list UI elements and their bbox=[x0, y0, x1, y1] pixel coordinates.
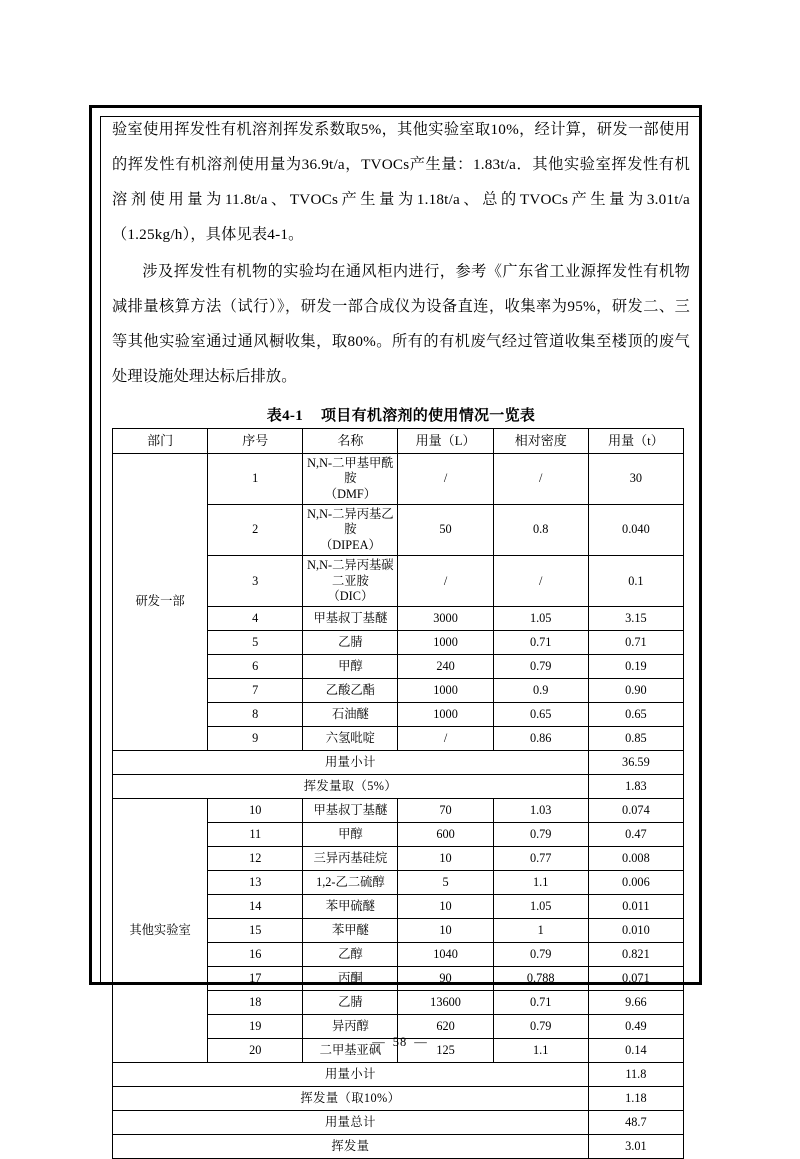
summary-row bbox=[113, 775, 684, 799]
density-cell: 0.79 bbox=[493, 943, 588, 967]
table-caption bbox=[112, 404, 690, 425]
name-cell: 乙腈 bbox=[303, 631, 398, 655]
tonnage-cell: 0.90 bbox=[588, 679, 683, 703]
name-cell: 苯甲醚 bbox=[303, 919, 398, 943]
volume-cell: 240 bbox=[398, 655, 493, 679]
index-cell: 10 bbox=[208, 799, 303, 823]
col-header-name: 名称 bbox=[303, 429, 398, 454]
table-header-row bbox=[113, 429, 684, 454]
density-cell: 1 bbox=[493, 919, 588, 943]
name-cell: 石油醚 bbox=[303, 703, 398, 727]
tonnage-cell: 0.85 bbox=[588, 727, 683, 751]
paragraph-2: 涉及挥发性有机物的实验均在通风柜内进行，参考《广东省工业源挥发性有机物减排量核算方法（试行）》，研发一部合成仪为设备直连，收集率为95%，研发二、三等其他实验室通过通风橱收集，取80%。所有的有机废气经过管道收集至楼顶的废气处理设施处理达标后排放。 bbox=[112, 263, 690, 385]
document-content bbox=[112, 112, 690, 1159]
col-header-density: 相对密度 bbox=[493, 429, 588, 454]
density-cell: 0.788 bbox=[493, 967, 588, 991]
tonnage-cell: 0.011 bbox=[588, 895, 683, 919]
volume-cell: 1000 bbox=[398, 703, 493, 727]
tonnage-cell: 0.821 bbox=[588, 943, 683, 967]
index-cell: 11 bbox=[208, 823, 303, 847]
col-header-department: 部门 bbox=[113, 429, 208, 454]
department-cell: 研发一部 bbox=[113, 454, 208, 751]
name-cell: 六氢吡啶 bbox=[303, 727, 398, 751]
name-cell: 乙酸乙酯 bbox=[303, 679, 398, 703]
volume-cell: 1000 bbox=[398, 679, 493, 703]
name-cell: 二甲基亚砜 bbox=[303, 1039, 398, 1063]
density-cell: 0.9 bbox=[493, 679, 588, 703]
table-row bbox=[113, 454, 684, 505]
index-cell: 13 bbox=[208, 871, 303, 895]
summary-row bbox=[113, 1135, 684, 1159]
name-cell: 乙醇 bbox=[303, 943, 398, 967]
paragraph-1: 验室使用挥发性有机溶剂挥发系数取5%，其他实验室取10%，经计算，研发一部使用的挥发性有机溶剂使用量为36.9t/a，TVOCs产生量：1.83t/a．其他实验室挥发性有机溶剂使用量为11.8t/a、TVOCs产生量为1.18t/a、总的TVOCs产生量为3.01t/a（1.25kg/h），具体见表4-1。 bbox=[112, 121, 690, 243]
tonnage-cell: 0.040 bbox=[588, 505, 683, 556]
tonnage-cell: 9.66 bbox=[588, 991, 683, 1015]
table-caption-title: 项目有机溶剂的使用情况一览表 bbox=[321, 408, 536, 424]
tonnage-cell: 0.14 bbox=[588, 1039, 683, 1063]
tonnage-cell: 0.65 bbox=[588, 703, 683, 727]
col-header-tonnage: 用量（t） bbox=[588, 429, 683, 454]
volume-cell: 1040 bbox=[398, 943, 493, 967]
volume-cell: / bbox=[398, 556, 493, 607]
col-header-volume: 用量（L） bbox=[398, 429, 493, 454]
summary-row bbox=[113, 1063, 684, 1087]
col-header-index: 序号 bbox=[208, 429, 303, 454]
density-cell: 1.1 bbox=[493, 871, 588, 895]
summary-row bbox=[113, 751, 684, 775]
tonnage-cell: 0.010 bbox=[588, 919, 683, 943]
index-cell: 8 bbox=[208, 703, 303, 727]
name-cell: 丙酮 bbox=[303, 967, 398, 991]
table-row bbox=[113, 799, 684, 823]
name-cell: N,N-二甲基甲酰胺 （DMF） bbox=[303, 454, 398, 505]
density-cell: 0.65 bbox=[493, 703, 588, 727]
tonnage-cell: 0.19 bbox=[588, 655, 683, 679]
volume-cell: / bbox=[398, 454, 493, 505]
name-cell: 乙腈 bbox=[303, 991, 398, 1015]
index-cell: 4 bbox=[208, 607, 303, 631]
tonnage-cell: 3.15 bbox=[588, 607, 683, 631]
table-caption-number: 表4-1 bbox=[266, 408, 303, 424]
volume-cell: 125 bbox=[398, 1039, 493, 1063]
name-cell: 甲基叔丁基醚 bbox=[303, 607, 398, 631]
summary-label: 挥发量 bbox=[113, 1135, 589, 1159]
index-cell: 17 bbox=[208, 967, 303, 991]
tonnage-cell: 0.071 bbox=[588, 967, 683, 991]
index-cell: 5 bbox=[208, 631, 303, 655]
summary-value: 36.59 bbox=[588, 751, 683, 775]
summary-value: 11.8 bbox=[588, 1063, 683, 1087]
volume-cell: 5 bbox=[398, 871, 493, 895]
tonnage-cell: 0.074 bbox=[588, 799, 683, 823]
summary-label: 用量小计 bbox=[113, 751, 589, 775]
index-cell: 9 bbox=[208, 727, 303, 751]
density-cell: 1.03 bbox=[493, 799, 588, 823]
summary-label: 挥发量（取10%） bbox=[113, 1087, 589, 1111]
name-cell: 甲醇 bbox=[303, 655, 398, 679]
name-cell: 甲基叔丁基醚 bbox=[303, 799, 398, 823]
volume-cell: 10 bbox=[398, 895, 493, 919]
summary-value: 1.83 bbox=[588, 775, 683, 799]
volume-cell: 50 bbox=[398, 505, 493, 556]
name-cell: 三异丙基硅烷 bbox=[303, 847, 398, 871]
summary-label: 挥发量取（5%） bbox=[113, 775, 589, 799]
volume-cell: 70 bbox=[398, 799, 493, 823]
index-cell: 12 bbox=[208, 847, 303, 871]
summary-row bbox=[113, 1087, 684, 1111]
summary-value: 48.7 bbox=[588, 1111, 683, 1135]
tonnage-cell: 0.47 bbox=[588, 823, 683, 847]
volume-cell: 620 bbox=[398, 1015, 493, 1039]
index-cell: 2 bbox=[208, 505, 303, 556]
volume-cell: 10 bbox=[398, 847, 493, 871]
index-cell: 18 bbox=[208, 991, 303, 1015]
footer-page-number: 58 bbox=[392, 1035, 408, 1049]
page-footer bbox=[0, 1035, 800, 1050]
summary-label: 用量小计 bbox=[113, 1063, 589, 1087]
tonnage-cell: 30 bbox=[588, 454, 683, 505]
department-cell: 其他实验室 bbox=[113, 799, 208, 1063]
index-cell: 16 bbox=[208, 943, 303, 967]
summary-value: 3.01 bbox=[588, 1135, 683, 1159]
footer-dash-right: — bbox=[414, 1035, 428, 1049]
name-cell: 苯甲硫醚 bbox=[303, 895, 398, 919]
index-cell: 15 bbox=[208, 919, 303, 943]
volume-cell: 1000 bbox=[398, 631, 493, 655]
volume-cell: 600 bbox=[398, 823, 493, 847]
tonnage-cell: 0.1 bbox=[588, 556, 683, 607]
summary-row bbox=[113, 1111, 684, 1135]
name-cell: N,N-二异丙基乙胺 （DIPEA） bbox=[303, 505, 398, 556]
name-cell: 1,2-乙二硫醇 bbox=[303, 871, 398, 895]
tonnage-cell: 0.008 bbox=[588, 847, 683, 871]
density-cell: 0.8 bbox=[493, 505, 588, 556]
summary-value: 1.18 bbox=[588, 1087, 683, 1111]
volume-cell: 10 bbox=[398, 919, 493, 943]
name-cell: N,N-二异丙基碳二亚胺 （DIC） bbox=[303, 556, 398, 607]
index-cell: 7 bbox=[208, 679, 303, 703]
density-cell: / bbox=[493, 556, 588, 607]
density-cell: 1.05 bbox=[493, 607, 588, 631]
volume-cell: 90 bbox=[398, 967, 493, 991]
index-cell: 1 bbox=[208, 454, 303, 505]
index-cell: 19 bbox=[208, 1015, 303, 1039]
tonnage-cell: 0.49 bbox=[588, 1015, 683, 1039]
volume-cell: / bbox=[398, 727, 493, 751]
footer-dash-left: — bbox=[372, 1035, 386, 1049]
tonnage-cell: 0.006 bbox=[588, 871, 683, 895]
density-cell: 0.79 bbox=[493, 655, 588, 679]
index-cell: 20 bbox=[208, 1039, 303, 1063]
tonnage-cell: 0.71 bbox=[588, 631, 683, 655]
density-cell: 0.71 bbox=[493, 631, 588, 655]
density-cell: 0.86 bbox=[493, 727, 588, 751]
index-cell: 14 bbox=[208, 895, 303, 919]
volume-cell: 3000 bbox=[398, 607, 493, 631]
name-cell: 异丙醇 bbox=[303, 1015, 398, 1039]
index-cell: 3 bbox=[208, 556, 303, 607]
summary-label: 用量总计 bbox=[113, 1111, 589, 1135]
density-cell: 0.77 bbox=[493, 847, 588, 871]
density-cell: 0.71 bbox=[493, 991, 588, 1015]
volume-cell: 13600 bbox=[398, 991, 493, 1015]
density-cell: 0.79 bbox=[493, 1015, 588, 1039]
density-cell: 1.05 bbox=[493, 895, 588, 919]
density-cell: / bbox=[493, 454, 588, 505]
density-cell: 1.1 bbox=[493, 1039, 588, 1063]
density-cell: 0.79 bbox=[493, 823, 588, 847]
name-cell: 甲醇 bbox=[303, 823, 398, 847]
table-body bbox=[113, 454, 684, 1159]
index-cell: 6 bbox=[208, 655, 303, 679]
table-head bbox=[113, 429, 684, 454]
